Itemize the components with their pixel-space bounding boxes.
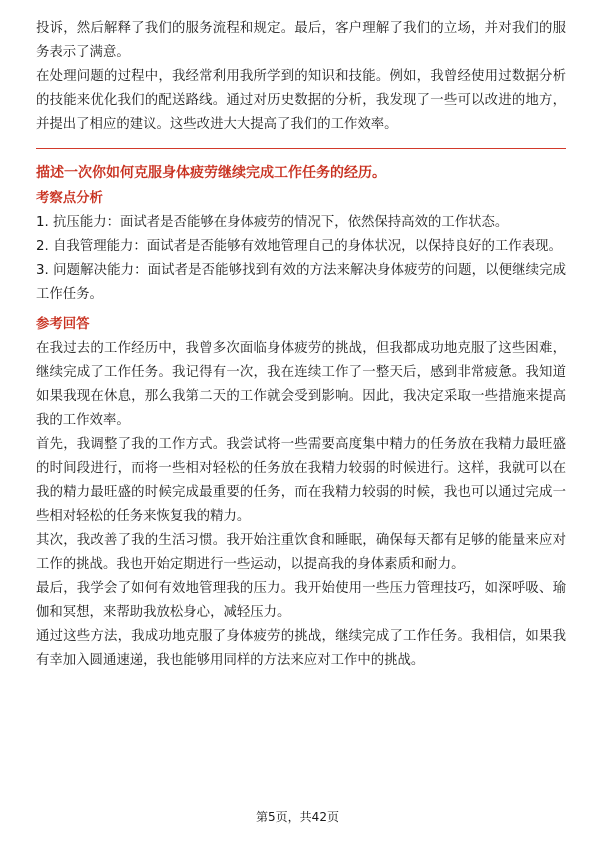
analysis-item-1: 1. 抗压能力：面试者是否能够在身体疲劳的情况下，依然保持高效的工作状态。 bbox=[36, 215, 509, 230]
analysis-item-3: 3. 问题解决能力：面试者是否能够找到有效的方法来解决身体疲劳的问题，以便继续完成工作任务。 bbox=[36, 263, 566, 302]
answer-heading: 参考回答 bbox=[36, 317, 90, 332]
section-divider bbox=[36, 148, 566, 149]
answer-paragraph-4: 最后，我学会了如何有效地管理我的压力。我开始使用一些压力管理技巧，如深呼吸、瑜伽和冥想，来帮助我放松身心，减轻压力。 bbox=[36, 581, 566, 620]
answer-paragraph-1: 在我过去的工作经历中，我曾多次面临身体疲劳的挑战，但我都成功地克服了这些困难，继续完成了工作任务。我记得有一次，我在连续工作了一整天后，感到非常疲惫。我知道如果我现在休息，那么我第二天的工作就会受到影响。因此，我决定采取一些措施来提高我的工作效率。 bbox=[36, 341, 566, 428]
paragraph-knowledge-skills: 在处理问题的过程中，我经常利用我所学到的知识和技能。例如，我曾经使用过数据分析的技能来优化我们的配送路线。通过对历史数据的分析，我发现了一些可以改进的地方，并提出了相应的建议。这些改进大大提高了我们的工作效率。 bbox=[36, 69, 566, 132]
answer-paragraph-5: 通过这些方法，我成功地克服了身体疲劳的挑战，继续完成了工作任务。我相信，如果我有幸加入圆通速递，我也能够用同样的方法来应对工作中的挑战。 bbox=[36, 629, 566, 668]
answer-paragraph-3: 其次，我改善了我的生活习惯。我开始注重饮食和睡眠，确保每天都有足够的能量来应对工作的挑战。我也开始定期进行一些运动，以提高我的身体素质和耐力。 bbox=[36, 533, 566, 572]
page-number-footer: 第5页，共42页 bbox=[256, 810, 339, 824]
paragraph-complaint-resolution: 投诉，然后解释了我们的服务流程和规定。最后，客户理解了我们的立场，并对我们的服务表示了满意。 bbox=[36, 21, 566, 60]
analysis-heading: 考察点分析 bbox=[36, 191, 103, 206]
question-title: 描述一次你如何克服身体疲劳继续完成工作任务的经历。 bbox=[36, 165, 386, 181]
analysis-item-2: 2. 自我管理能力：面试者是否能够有效地管理自己的身体状况，以保持良好的工作表现。 bbox=[36, 239, 562, 254]
document-page bbox=[36, 17, 566, 673]
answer-paragraph-2: 首先，我调整了我的工作方式。我尝试将一些需要高度集中精力的任务放在我精力最旺盛的时间段进行，而将一些相对轻松的任务放在我精力较弱的时候进行。这样，我就可以在我的精力最旺盛的时候完成最重要的任务，而在我精力较弱的时候，我也可以通过完成一些相对轻松的任务来恢复我的精力。 bbox=[36, 437, 566, 524]
